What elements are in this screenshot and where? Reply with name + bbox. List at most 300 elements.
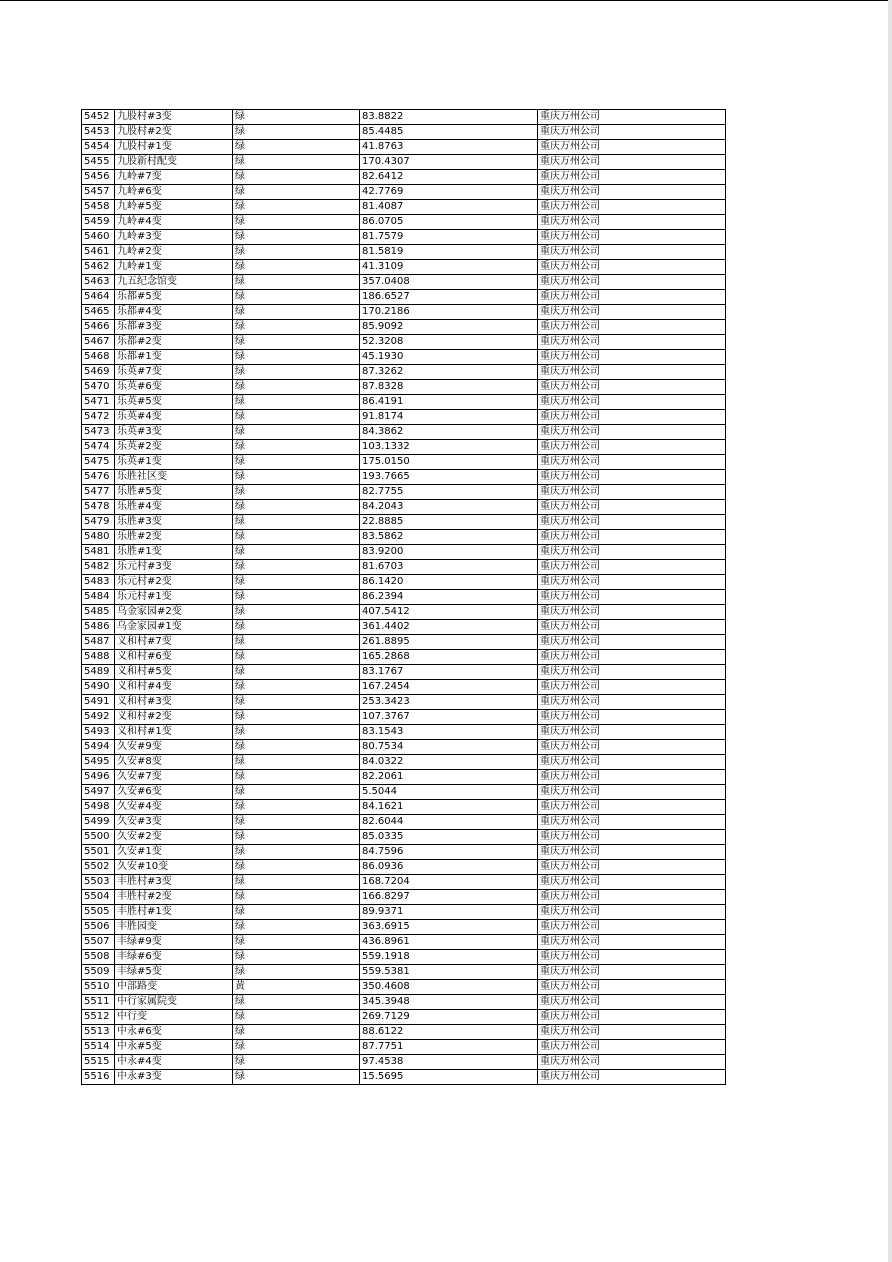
- status-color-cell: 黄: [233, 980, 360, 995]
- row-id-cell: 5508: [82, 950, 115, 965]
- table-row: [82, 575, 726, 590]
- company-cell: 重庆万州公司: [538, 695, 726, 710]
- table-row: [82, 410, 726, 425]
- value-cell: 85.0335: [360, 830, 538, 845]
- value-cell: 84.0322: [360, 755, 538, 770]
- row-id-cell: 5500: [82, 830, 115, 845]
- table-row: [82, 605, 726, 620]
- status-color-cell: 绿: [233, 785, 360, 800]
- row-id-cell: 5471: [82, 395, 115, 410]
- row-id-cell: 5452: [82, 110, 115, 125]
- table-row: [82, 830, 726, 845]
- status-color-cell: 绿: [233, 215, 360, 230]
- company-cell: 重庆万州公司: [538, 740, 726, 755]
- value-cell: 52.3208: [360, 335, 538, 350]
- status-color-cell: 绿: [233, 365, 360, 380]
- value-cell: 91.8174: [360, 410, 538, 425]
- status-color-cell: 绿: [233, 875, 360, 890]
- company-cell: 重庆万州公司: [538, 710, 726, 725]
- table-row: [82, 140, 726, 155]
- table-row: [82, 545, 726, 560]
- status-color-cell: 绿: [233, 155, 360, 170]
- row-id-cell: 5457: [82, 185, 115, 200]
- value-cell: 81.4087: [360, 200, 538, 215]
- value-cell: 363.6915: [360, 920, 538, 935]
- transformer-name-cell: 乐都#5变: [115, 290, 233, 305]
- table-row: [82, 380, 726, 395]
- company-cell: 重庆万州公司: [538, 1010, 726, 1025]
- table-row: [82, 275, 726, 290]
- table-row: [82, 935, 726, 950]
- table-row: [82, 680, 726, 695]
- row-id-cell: 5460: [82, 230, 115, 245]
- table-row: [82, 755, 726, 770]
- status-color-cell: 绿: [233, 605, 360, 620]
- company-cell: 重庆万州公司: [538, 125, 726, 140]
- status-color-cell: 绿: [233, 485, 360, 500]
- value-cell: 167.2454: [360, 680, 538, 695]
- company-cell: 重庆万州公司: [538, 455, 726, 470]
- row-id-cell: 5454: [82, 140, 115, 155]
- table-row: [82, 350, 726, 365]
- company-cell: 重庆万州公司: [538, 875, 726, 890]
- company-cell: 重庆万州公司: [538, 320, 726, 335]
- company-cell: 重庆万州公司: [538, 755, 726, 770]
- row-id-cell: 5469: [82, 365, 115, 380]
- company-cell: 重庆万州公司: [538, 515, 726, 530]
- table-row: [82, 260, 726, 275]
- row-id-cell: 5487: [82, 635, 115, 650]
- table-row: [82, 365, 726, 380]
- transformer-name-cell: 乐胜社区变: [115, 470, 233, 485]
- transformer-name-cell: 乐元村#3变: [115, 560, 233, 575]
- value-cell: 166.8297: [360, 890, 538, 905]
- value-cell: 82.6044: [360, 815, 538, 830]
- row-id-cell: 5481: [82, 545, 115, 560]
- row-id-cell: 5501: [82, 845, 115, 860]
- company-cell: 重庆万州公司: [538, 155, 726, 170]
- row-id-cell: 5468: [82, 350, 115, 365]
- row-id-cell: 5497: [82, 785, 115, 800]
- company-cell: 重庆万州公司: [538, 935, 726, 950]
- value-cell: 87.3262: [360, 365, 538, 380]
- transformer-name-cell: 乐胜#3变: [115, 515, 233, 530]
- company-cell: 重庆万州公司: [538, 800, 726, 815]
- table-row: [82, 320, 726, 335]
- company-cell: 重庆万州公司: [538, 305, 726, 320]
- transformer-name-cell: 中行变: [115, 1010, 233, 1025]
- value-cell: 82.2061: [360, 770, 538, 785]
- table-row: [82, 1040, 726, 1055]
- value-cell: 41.3109: [360, 260, 538, 275]
- status-color-cell: 绿: [233, 470, 360, 485]
- transformer-name-cell: 义和村#5变: [115, 665, 233, 680]
- value-cell: 193.7665: [360, 470, 538, 485]
- value-cell: 89.9371: [360, 905, 538, 920]
- row-id-cell: 5479: [82, 515, 115, 530]
- status-color-cell: 绿: [233, 290, 360, 305]
- table-row: [82, 395, 726, 410]
- row-id-cell: 5514: [82, 1040, 115, 1055]
- row-id-cell: 5459: [82, 215, 115, 230]
- value-cell: 175.0150: [360, 455, 538, 470]
- table-row: [82, 725, 726, 740]
- transformer-name-cell: 丰胜园变: [115, 920, 233, 935]
- row-id-cell: 5482: [82, 560, 115, 575]
- status-color-cell: 绿: [233, 185, 360, 200]
- value-cell: 83.1767: [360, 665, 538, 680]
- company-cell: 重庆万州公司: [538, 365, 726, 380]
- status-color-cell: 绿: [233, 1070, 360, 1085]
- transformer-name-cell: 丰胜村#1变: [115, 905, 233, 920]
- company-cell: 重庆万州公司: [538, 350, 726, 365]
- row-id-cell: 5494: [82, 740, 115, 755]
- table-body: [82, 110, 726, 1085]
- status-color-cell: 绿: [233, 950, 360, 965]
- status-color-cell: 绿: [233, 335, 360, 350]
- company-cell: 重庆万州公司: [538, 785, 726, 800]
- status-color-cell: 绿: [233, 860, 360, 875]
- status-color-cell: 绿: [233, 395, 360, 410]
- company-cell: 重庆万州公司: [538, 860, 726, 875]
- table-row: [82, 905, 726, 920]
- value-cell: 170.4307: [360, 155, 538, 170]
- row-id-cell: 5472: [82, 410, 115, 425]
- value-cell: 261.8895: [360, 635, 538, 650]
- row-id-cell: 5507: [82, 935, 115, 950]
- company-cell: 重庆万州公司: [538, 635, 726, 650]
- table-row: [82, 710, 726, 725]
- table-row: [82, 860, 726, 875]
- row-id-cell: 5513: [82, 1025, 115, 1040]
- row-id-cell: 5483: [82, 575, 115, 590]
- row-id-cell: 5493: [82, 725, 115, 740]
- status-color-cell: 绿: [233, 920, 360, 935]
- transformer-name-cell: 乐都#1变: [115, 350, 233, 365]
- table-row: [82, 920, 726, 935]
- value-cell: 81.7579: [360, 230, 538, 245]
- status-color-cell: 绿: [233, 545, 360, 560]
- row-id-cell: 5499: [82, 815, 115, 830]
- row-id-cell: 5484: [82, 590, 115, 605]
- status-color-cell: 绿: [233, 935, 360, 950]
- status-color-cell: 绿: [233, 305, 360, 320]
- value-cell: 83.9200: [360, 545, 538, 560]
- company-cell: 重庆万州公司: [538, 770, 726, 785]
- transformer-name-cell: 久安#2变: [115, 830, 233, 845]
- table-row: [82, 740, 726, 755]
- company-cell: 重庆万州公司: [538, 605, 726, 620]
- status-color-cell: 绿: [233, 665, 360, 680]
- row-id-cell: 5511: [82, 995, 115, 1010]
- company-cell: 重庆万州公司: [538, 485, 726, 500]
- table-row: [82, 470, 726, 485]
- row-id-cell: 5510: [82, 980, 115, 995]
- company-cell: 重庆万州公司: [538, 230, 726, 245]
- transformer-name-cell: 九岭#3变: [115, 230, 233, 245]
- transformer-name-cell: 义和村#2变: [115, 710, 233, 725]
- transformer-name-cell: 义和村#7变: [115, 635, 233, 650]
- company-cell: 重庆万州公司: [538, 905, 726, 920]
- transformer-name-cell: 乌金家园#1变: [115, 620, 233, 635]
- table-row: [82, 995, 726, 1010]
- transformer-name-cell: 中部路变: [115, 980, 233, 995]
- value-cell: 170.2186: [360, 305, 538, 320]
- transformer-name-cell: 乐英#6变: [115, 380, 233, 395]
- table-row: [82, 515, 726, 530]
- status-color-cell: 绿: [233, 230, 360, 245]
- table-row: [82, 560, 726, 575]
- row-id-cell: 5495: [82, 755, 115, 770]
- transformer-name-cell: 乐胜#2变: [115, 530, 233, 545]
- transformer-name-cell: 九岭#4变: [115, 215, 233, 230]
- company-cell: 重庆万州公司: [538, 380, 726, 395]
- transformer-name-cell: 乐英#2变: [115, 440, 233, 455]
- row-id-cell: 5473: [82, 425, 115, 440]
- value-cell: 88.6122: [360, 1025, 538, 1040]
- company-cell: 重庆万州公司: [538, 245, 726, 260]
- company-cell: 重庆万州公司: [538, 980, 726, 995]
- status-color-cell: 绿: [233, 245, 360, 260]
- company-cell: 重庆万州公司: [538, 110, 726, 125]
- table-row: [82, 950, 726, 965]
- company-cell: 重庆万州公司: [538, 260, 726, 275]
- transformer-name-cell: 乐胜#5变: [115, 485, 233, 500]
- status-color-cell: 绿: [233, 200, 360, 215]
- company-cell: 重庆万州公司: [538, 920, 726, 935]
- table-row: [82, 1010, 726, 1025]
- transformer-name-cell: 乐英#5变: [115, 395, 233, 410]
- status-color-cell: 绿: [233, 740, 360, 755]
- value-cell: 97.4538: [360, 1055, 538, 1070]
- company-cell: 重庆万州公司: [538, 665, 726, 680]
- company-cell: 重庆万州公司: [538, 650, 726, 665]
- status-color-cell: 绿: [233, 710, 360, 725]
- row-id-cell: 5461: [82, 245, 115, 260]
- transformer-name-cell: 久安#10变: [115, 860, 233, 875]
- company-cell: 重庆万州公司: [538, 275, 726, 290]
- value-cell: 361.4402: [360, 620, 538, 635]
- status-color-cell: 绿: [233, 1055, 360, 1070]
- row-id-cell: 5502: [82, 860, 115, 875]
- transformer-name-cell: 久安#1变: [115, 845, 233, 860]
- value-cell: 84.3862: [360, 425, 538, 440]
- transformer-name-cell: 丰绿#9变: [115, 935, 233, 950]
- transformer-name-cell: 九岭#2变: [115, 245, 233, 260]
- value-cell: 559.5381: [360, 965, 538, 980]
- table-row: [82, 455, 726, 470]
- transformer-name-cell: 中永#4变: [115, 1055, 233, 1070]
- status-color-cell: 绿: [233, 590, 360, 605]
- transformer-name-cell: 乐元村#2变: [115, 575, 233, 590]
- transformer-name-cell: 丰绿#6变: [115, 950, 233, 965]
- company-cell: 重庆万州公司: [538, 215, 726, 230]
- company-cell: 重庆万州公司: [538, 500, 726, 515]
- table-row: [82, 530, 726, 545]
- table-row: [82, 155, 726, 170]
- company-cell: 重庆万州公司: [538, 410, 726, 425]
- status-color-cell: 绿: [233, 1025, 360, 1040]
- status-color-cell: 绿: [233, 140, 360, 155]
- value-cell: 81.5819: [360, 245, 538, 260]
- table-row: [82, 875, 726, 890]
- transformer-name-cell: 久安#8变: [115, 755, 233, 770]
- row-id-cell: 5465: [82, 305, 115, 320]
- status-color-cell: 绿: [233, 440, 360, 455]
- row-id-cell: 5486: [82, 620, 115, 635]
- status-color-cell: 绿: [233, 380, 360, 395]
- transformer-name-cell: 九股村#3变: [115, 110, 233, 125]
- status-color-cell: 绿: [233, 635, 360, 650]
- row-id-cell: 5498: [82, 800, 115, 815]
- company-cell: 重庆万州公司: [538, 830, 726, 845]
- status-color-cell: 绿: [233, 800, 360, 815]
- table-row: [82, 215, 726, 230]
- transformer-name-cell: 中永#3变: [115, 1070, 233, 1085]
- transformer-name-cell: 义和村#3变: [115, 695, 233, 710]
- table-row: [82, 965, 726, 980]
- value-cell: 559.1918: [360, 950, 538, 965]
- value-cell: 407.5412: [360, 605, 538, 620]
- row-id-cell: 5509: [82, 965, 115, 980]
- company-cell: 重庆万州公司: [538, 1070, 726, 1085]
- row-id-cell: 5478: [82, 500, 115, 515]
- status-color-cell: 绿: [233, 260, 360, 275]
- status-color-cell: 绿: [233, 110, 360, 125]
- company-cell: 重庆万州公司: [538, 890, 726, 905]
- table-row: [82, 770, 726, 785]
- status-color-cell: 绿: [233, 815, 360, 830]
- company-cell: 重庆万州公司: [538, 560, 726, 575]
- value-cell: 83.8822: [360, 110, 538, 125]
- transformer-name-cell: 中永#6变: [115, 1025, 233, 1040]
- status-color-cell: 绿: [233, 515, 360, 530]
- table-row: [82, 485, 726, 500]
- company-cell: 重庆万州公司: [538, 470, 726, 485]
- company-cell: 重庆万州公司: [538, 1055, 726, 1070]
- status-color-cell: 绿: [233, 275, 360, 290]
- company-cell: 重庆万州公司: [538, 440, 726, 455]
- transformer-name-cell: 九股村#1变: [115, 140, 233, 155]
- status-color-cell: 绿: [233, 425, 360, 440]
- transformer-name-cell: 乐元村#1变: [115, 590, 233, 605]
- table-row: [82, 1025, 726, 1040]
- value-cell: 5.5044: [360, 785, 538, 800]
- company-cell: 重庆万州公司: [538, 290, 726, 305]
- table-row: [82, 230, 726, 245]
- table-row: [82, 1070, 726, 1085]
- status-color-cell: 绿: [233, 680, 360, 695]
- company-cell: 重庆万州公司: [538, 620, 726, 635]
- transformer-name-cell: 九岭#6变: [115, 185, 233, 200]
- table-row: [82, 110, 726, 125]
- company-cell: 重庆万州公司: [538, 1040, 726, 1055]
- company-cell: 重庆万州公司: [538, 1025, 726, 1040]
- status-color-cell: 绿: [233, 755, 360, 770]
- transformer-name-cell: 乐英#7变: [115, 365, 233, 380]
- row-id-cell: 5456: [82, 170, 115, 185]
- company-cell: 重庆万州公司: [538, 815, 726, 830]
- row-id-cell: 5467: [82, 335, 115, 350]
- company-cell: 重庆万州公司: [538, 575, 726, 590]
- company-cell: 重庆万州公司: [538, 185, 726, 200]
- row-id-cell: 5516: [82, 1070, 115, 1085]
- value-cell: 357.0408: [360, 275, 538, 290]
- transformer-name-cell: 九股村#2变: [115, 125, 233, 140]
- row-id-cell: 5470: [82, 380, 115, 395]
- row-id-cell: 5496: [82, 770, 115, 785]
- value-cell: 83.5862: [360, 530, 538, 545]
- value-cell: 82.7755: [360, 485, 538, 500]
- transformer-name-cell: 乐胜#4变: [115, 500, 233, 515]
- transformer-name-cell: 九岭#7变: [115, 170, 233, 185]
- table-row: [82, 305, 726, 320]
- transformer-name-cell: 九岭#5变: [115, 200, 233, 215]
- value-cell: 85.9092: [360, 320, 538, 335]
- row-id-cell: 5504: [82, 890, 115, 905]
- row-id-cell: 5492: [82, 710, 115, 725]
- table-row: [82, 665, 726, 680]
- company-cell: 重庆万州公司: [538, 530, 726, 545]
- table-row: [82, 590, 726, 605]
- company-cell: 重庆万州公司: [538, 170, 726, 185]
- value-cell: 82.6412: [360, 170, 538, 185]
- transformer-name-cell: 九股新村配变: [115, 155, 233, 170]
- row-id-cell: 5505: [82, 905, 115, 920]
- transformer-name-cell: 义和村#4变: [115, 680, 233, 695]
- transformer-name-cell: 义和村#1变: [115, 725, 233, 740]
- row-id-cell: 5515: [82, 1055, 115, 1070]
- status-color-cell: 绿: [233, 170, 360, 185]
- table-row: [82, 800, 726, 815]
- transformer-name-cell: 丰胜村#3变: [115, 875, 233, 890]
- status-color-cell: 绿: [233, 905, 360, 920]
- status-color-cell: 绿: [233, 1010, 360, 1025]
- status-color-cell: 绿: [233, 995, 360, 1010]
- row-id-cell: 5488: [82, 650, 115, 665]
- table-row: [82, 1055, 726, 1070]
- transformer-name-cell: 义和村#6变: [115, 650, 233, 665]
- status-color-cell: 绿: [233, 620, 360, 635]
- value-cell: 107.3767: [360, 710, 538, 725]
- table-row: [82, 695, 726, 710]
- value-cell: 253.3423: [360, 695, 538, 710]
- table-row: [82, 125, 726, 140]
- value-cell: 80.7534: [360, 740, 538, 755]
- value-cell: 85.4485: [360, 125, 538, 140]
- row-id-cell: 5458: [82, 200, 115, 215]
- value-cell: 345.3948: [360, 995, 538, 1010]
- transformer-table: [81, 109, 726, 1085]
- company-cell: 重庆万州公司: [538, 725, 726, 740]
- table-row: [82, 440, 726, 455]
- table-row: [82, 200, 726, 215]
- value-cell: 186.6527: [360, 290, 538, 305]
- transformer-name-cell: 九岭#1变: [115, 260, 233, 275]
- status-color-cell: 绿: [233, 455, 360, 470]
- status-color-cell: 绿: [233, 770, 360, 785]
- row-id-cell: 5512: [82, 1010, 115, 1025]
- status-color-cell: 绿: [233, 410, 360, 425]
- transformer-name-cell: 久安#6变: [115, 785, 233, 800]
- value-cell: 436.8961: [360, 935, 538, 950]
- table-row: [82, 335, 726, 350]
- value-cell: 86.0705: [360, 215, 538, 230]
- row-id-cell: 5490: [82, 680, 115, 695]
- value-cell: 86.4191: [360, 395, 538, 410]
- transformer-name-cell: 中永#5变: [115, 1040, 233, 1055]
- status-color-cell: 绿: [233, 1040, 360, 1055]
